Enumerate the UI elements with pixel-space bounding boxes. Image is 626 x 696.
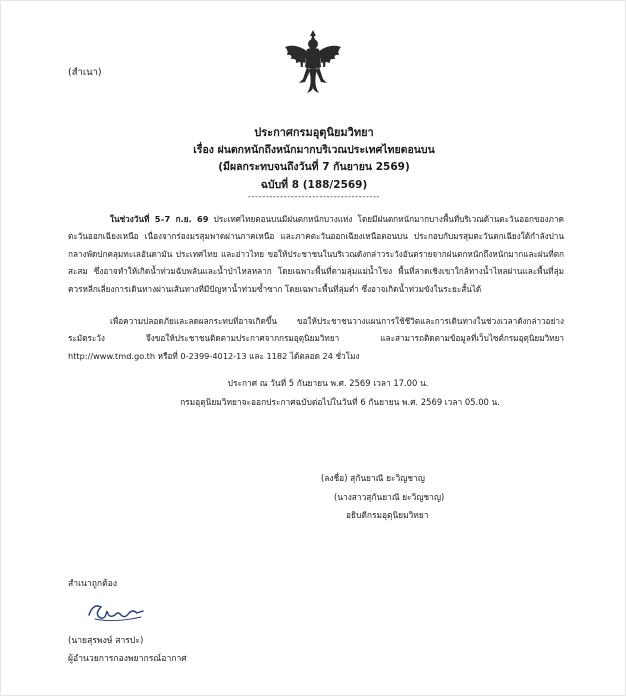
garuda-emblem-icon bbox=[283, 29, 343, 95]
next-issue-datetime: กรมอุตุนิยมวิทยาจะออกประกาศฉบับต่อไปในวันที่ 6 กันยายน พ.ศ. 2569 เวลา 05.00 น. bbox=[180, 397, 500, 407]
paragraph-forecast-body: ประเทศไทยตอนบนมีฝนตกหนักบางแห่ง โดยมีฝนตกหนักมากบางพื้นที่บริเวณด้านตะวันออกของภาคตะวันออกเฉียงเหนือ เนื่องจากร่องมรสุมพาดผ่านภาคเหนือ และภาคตะวันออกเฉียงเหนือตอนบน ประกอบกับมรสุมตะวันตกเฉียงใต้กำลังปานกลางพัดปกคลุมทะเลอันดามัน ประเทศไทย และอ่าวไทย ขอให้ประชาชนในบริเวณดังกล่าวระวังอันตรายจากฝนตกหนักถึงหนักมากและฝนที่ตกสะสม ซึ่งอาจทำให้เกิดน้ำท่วมฉับพลันและน้ำป่าไหลหลาก โดยเฉพาะพื้นที่ตามลุ่มแม่น้ำโขง พื้นที่ลาดเชิงเขาใกล้ทางน้ำไหลผ่านและพื้นที่ลุ่ม ควรหลีกเลี่ยงการเดินทางผ่านเส้นทางที่มีปัญหาน้ำท่วมซ้ำซาก โดยเฉพาะพื้นที่ลุ่มต่ำ ซึ่งอาจเกิดน้ำท่วมขังในระยะสั้นได้ bbox=[68, 214, 564, 294]
announced-datetime: ประกาศ ณ วันที่ 5 กันยายน พ.ศ. 2569 เวลา 17.00 น. bbox=[227, 378, 429, 388]
announcement-subject: เรื่อง ฝนตกหนักถึงหนักมากบริเวณประเทศไทยตอนบน bbox=[193, 144, 435, 156]
announcement-effective-period: (มีผลกระทบจนถึงวันที่ 7 กันยายน 2569) bbox=[218, 161, 410, 173]
announcement-issue-number: ฉบับที่ 8 (188/2569) bbox=[260, 179, 368, 191]
paragraph-forecast bbox=[68, 211, 564, 298]
signer-title: อธิบดีกรมอุตุนิยมวิทยา bbox=[346, 510, 429, 520]
announcement-title: ประกาศกรมอุตุนิยมวิทยา bbox=[254, 126, 374, 139]
certified-copy-label: สำเนาถูกต้อง bbox=[68, 579, 118, 589]
signed-line: (ลงชื่อ) สุกันยาณี ยะวิญชาญ bbox=[321, 473, 425, 483]
signer-name: (นางสาวสุกันยาณี ยะวิญชาญ) bbox=[334, 492, 445, 502]
handwritten-signature bbox=[85, 597, 147, 625]
title-divider: ------------------------------------- bbox=[248, 192, 380, 202]
paragraph-advice: เพื่อความปลอดภัยและลดผลกระทบที่อาจเกิดขึ้น ขอให้ประชาชนวางแผนการใช้ชีวิตและการเดินทางในช่วงเวลาดังกล่าวอย่างระมัดระวัง จึงขอให้ประชาชนติดตามประกาศจากกรมอุตุนิยมวิทยา และสามารถติดตามข้อมูลที่เว็บไซต์กรมอุตุนิยมวิทยา http://www.tmd.go.th หรือที่ 0-2399-4012-13 และ 1182 ได้ตลอด 24 ชั่วโมง bbox=[68, 316, 564, 361]
paragraph-forecast-lead: ในช่วงวันที่ 5–7 ก.ย. 69 bbox=[110, 214, 209, 224]
certifier-name: (นายสุรพงษ์ สารปะ) bbox=[68, 636, 144, 646]
certifier-title: ผู้อำนวยการกองพยากรณ์อากาศ bbox=[68, 654, 187, 664]
copy-label: (สำเนา) bbox=[68, 67, 102, 78]
